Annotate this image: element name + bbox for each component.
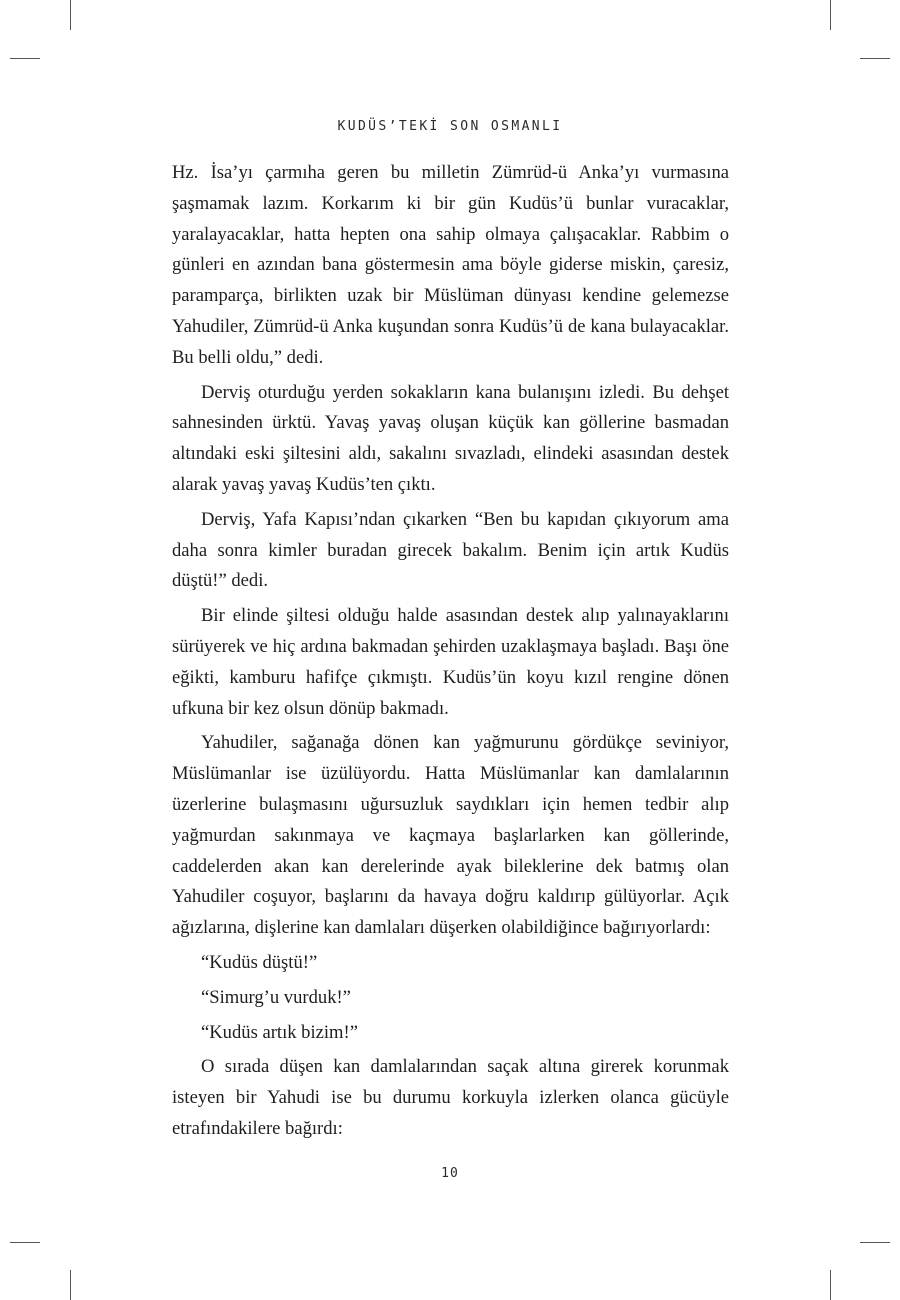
paragraph: Derviş oturduğu yerden sokakların kana bulanışını izledi. Bu dehşet sahnesinden ürktü. Yavaş yavaş oluşan küçük kan göllerine basmadan altındaki eski şiltesini aldı, sakalını sıvazladı, elindeki asasından destek alarak yavaş yavaş Kudüs’ten çıktı. bbox=[172, 381, 729, 495]
crop-mark-top-left bbox=[70, 0, 71, 30]
paragraph: Hz. İsa’yı çarmıha geren bu milletin Zümrüd-ü Anka’yı vurmasına şaşmamak lazım. Korkarım ki bir gün Kudüs’ü bunlar vuracaklar, yaralayacaklar, hatta hepten ona sahip olmaya çalışacaklar. Rabbim o günleri en azından bana göstermesin ama böyle giderse miskin, çaresiz, paramparça, birlikten uzak bir Müslüman dünyası kendine gelemezse Yahudiler, Zümrüd-ü Anka kuşundan sonra Kudüs’ü de kana bulayacaklar. Bu belli oldu,” dedi. bbox=[172, 162, 729, 368]
body-text bbox=[172, 158, 729, 1149]
crop-mark-left-bottom bbox=[10, 1242, 40, 1243]
dialogue-line: “Kudüs düştü!” bbox=[201, 951, 318, 973]
crop-mark-top-right bbox=[830, 0, 831, 30]
paragraph: Yahudiler, sağanağa dönen kan yağmurunu gördükçe seviniyor, Müslümanlar ise üzülüyordu. Hatta Müslümanlar kan damlalarının üzerlerine bulaşmasını uğursuzluk saydıkları için hemen tedbir alıp yağmurdan sakınmaya ve kaçmaya başlarlarken kan göllerinde, caddelerden akan kan derelerinde ayak bileklerine dek batmış olan Yahudiler coşuyor, başlarını da havaya doğru kaldırıp gülüyorlar. Açık ağızlarına, dişlerine kan damlaları düşerken olabildiğince bağırıyorlardı: bbox=[172, 732, 729, 939]
paragraph: Bir elinde şiltesi olduğu halde asasından destek alıp yalınayaklarını sürüyerek ve hiç ardına bakmadan şehirden uzaklaşmaya başladı. Başı öne eğikti, kamburu hafifçe çıkmıştı. Kudüs’ün koyu kızıl rengine dönen ufkuna bir kez olsun dönüp bakmadı. bbox=[172, 605, 729, 719]
dialogue-line: “Simurg’u vurduk!” bbox=[201, 986, 351, 1008]
crop-mark-left-top bbox=[10, 58, 40, 59]
crop-mark-right-top bbox=[860, 58, 890, 59]
crop-mark-right-bottom bbox=[860, 1242, 890, 1243]
running-title: KUDÜS’TEKİ SON OSMANLI bbox=[337, 119, 563, 134]
page-number: 10 bbox=[441, 1166, 459, 1181]
crop-mark-bottom-right bbox=[830, 1270, 831, 1300]
dialogue-line: “Kudüs artık bizim!” bbox=[201, 1021, 358, 1043]
paragraph: Derviş, Yafa Kapısı’ndan çıkarken “Ben bu kapıdan çıkıyorum ama daha sonra kimler buradan girecek bakalım. Benim için artık Kudüs düştü!” dedi. bbox=[172, 508, 729, 592]
crop-mark-bottom-left bbox=[70, 1270, 71, 1300]
paragraph: O sırada düşen kan damlalarından saçak altına girerek korunmak isteyen bir Yahudi ise bu durumu korkuyla izlerken olanca gücüyle etrafındakilere bağırdı: bbox=[172, 1056, 729, 1139]
